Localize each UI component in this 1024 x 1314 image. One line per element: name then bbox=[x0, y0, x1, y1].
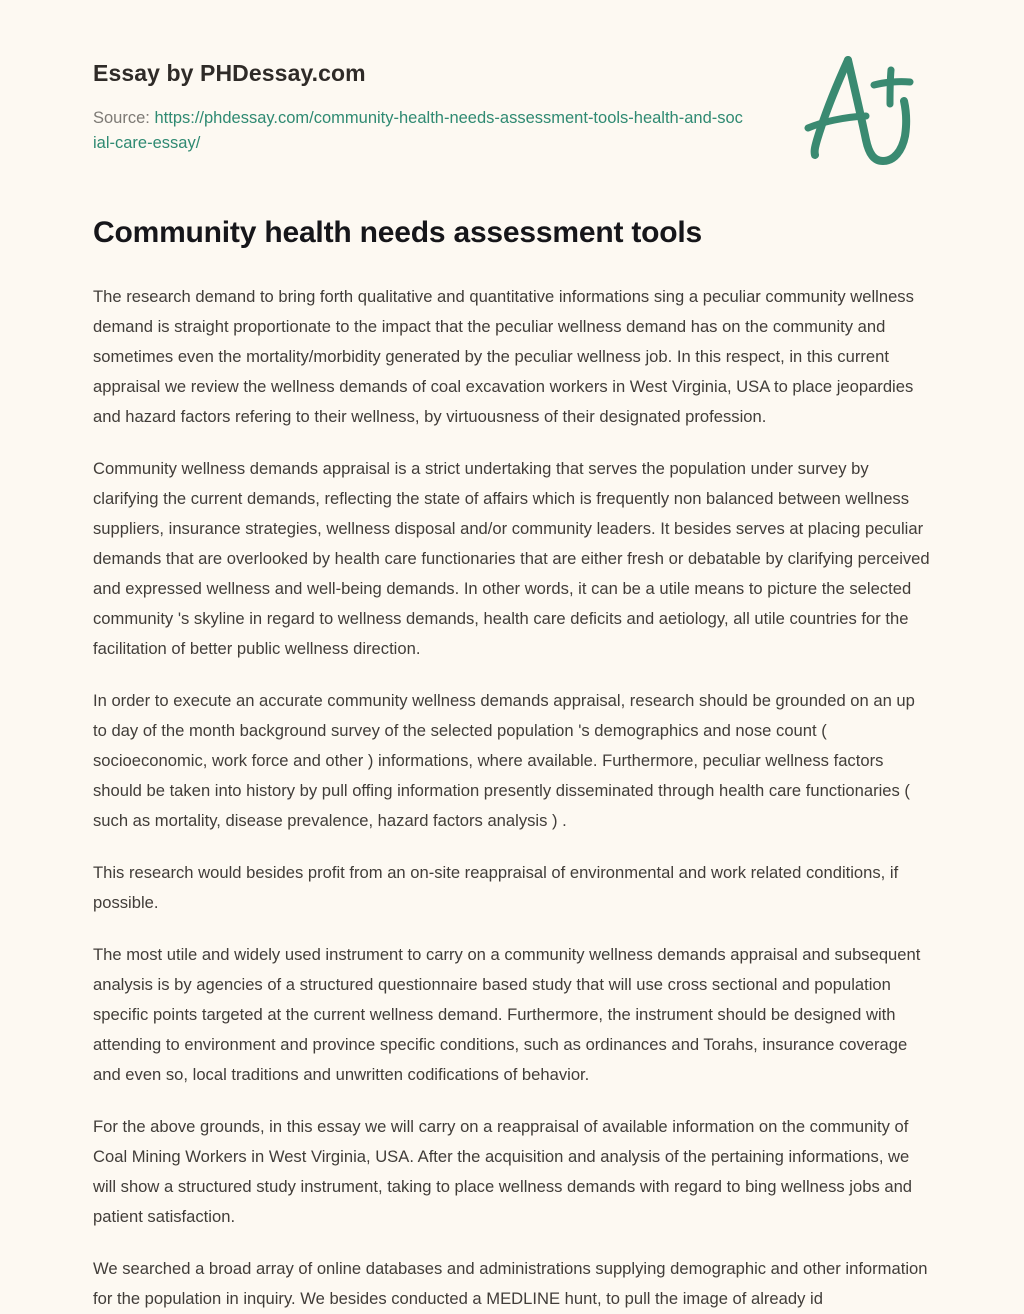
essay-paragraph: Community wellness demands appraisal is a strict undertaking that serves the population under survey by clarifying the current demands, reflecting the state of affairs which is frequently non balanced between wellness suppliers, insurance strategies, wellness disposal and/or community leaders. It besides serves at placing peculiar demands that are overlooked by health care functionaries that are either fresh or debatable by clarifying perceived and expressed wellness and well-being demands. In other words, it can be a utile means to picture the selected community 's skyline in regard to wellness demands, health care deficits and aetiology, all utile countries for the facilitation of better public wellness direction. bbox=[93, 459, 930, 658]
essay-paragraph: In order to execute an accurate community wellness demands appraisal, research should be grounded on an up to day of the month background survey of the selected population 's demographics and nose count ( socioeconomic, work force and other ) informations, where available. Furthermore, peculiar wellness factors should be taken into history by pull offing information presently disseminated through health care functionaries ( such as mortality, disease prevalence, hazard factors analysis ) . bbox=[93, 691, 915, 830]
page-header bbox=[93, 0, 931, 156]
source-label: Source: bbox=[93, 109, 150, 127]
essay-paragraph: For the above grounds, in this essay we will carry on a reappraisal of available information on the community of Coal Mining Workers in West Virginia, USA. After the acquisition and analysis of the pertaining informations, we will show a structured study instrument, taking to place wellness demands with regard to bing wellness jobs and patient satisfaction. bbox=[93, 1117, 913, 1226]
source-line bbox=[93, 106, 743, 156]
essay-paragraph: The research demand to bring forth qualitative and quantitative informations sing a peculiar community wellness demand is straight proportionate to the impact that the peculiar wellness demand has on the community and sometimes even the mortality/morbidity generated by the peculiar wellness job. In this respect, in this current appraisal we review the wellness demands of coal excavation workers in West Virginia, USA to place jeopardies and hazard factors refering to their wellness, by virtuousness of their designated profession. bbox=[93, 287, 914, 426]
source-url-link[interactable]: https://phdessay.com/community-health-needs-assessment-tools-health-and-social-care-essay/ bbox=[93, 109, 743, 152]
page-title: Community health needs assessment tools bbox=[93, 216, 703, 249]
brand-title: Essay by PHDessay.com bbox=[93, 60, 366, 86]
essay-paragraph: We searched a broad array of online databases and administrations supplying demographic and other information for the population in inquiry. We besides conducted a MEDLINE hunt, to pull the image of already id bbox=[93, 1259, 928, 1308]
essay-paragraph: The most utile and widely used instrument to carry on a community wellness demands appraisal and subsequent analysis is by agencies of a structured questionnaire based study that will use cross sectional and population specific points targeted at the current wellness demand. Furthermore, the instrument should be designed with attending to environment and province specific conditions, such as ordinances and Torahs, insurance coverage and even so, local traditions and unwritten codifications of behavior. bbox=[93, 945, 921, 1084]
essay-paragraph: This research would besides profit from an on-site reappraisal of environmental and work related conditions, if possible. bbox=[93, 863, 899, 912]
essay-body bbox=[93, 252, 931, 1314]
